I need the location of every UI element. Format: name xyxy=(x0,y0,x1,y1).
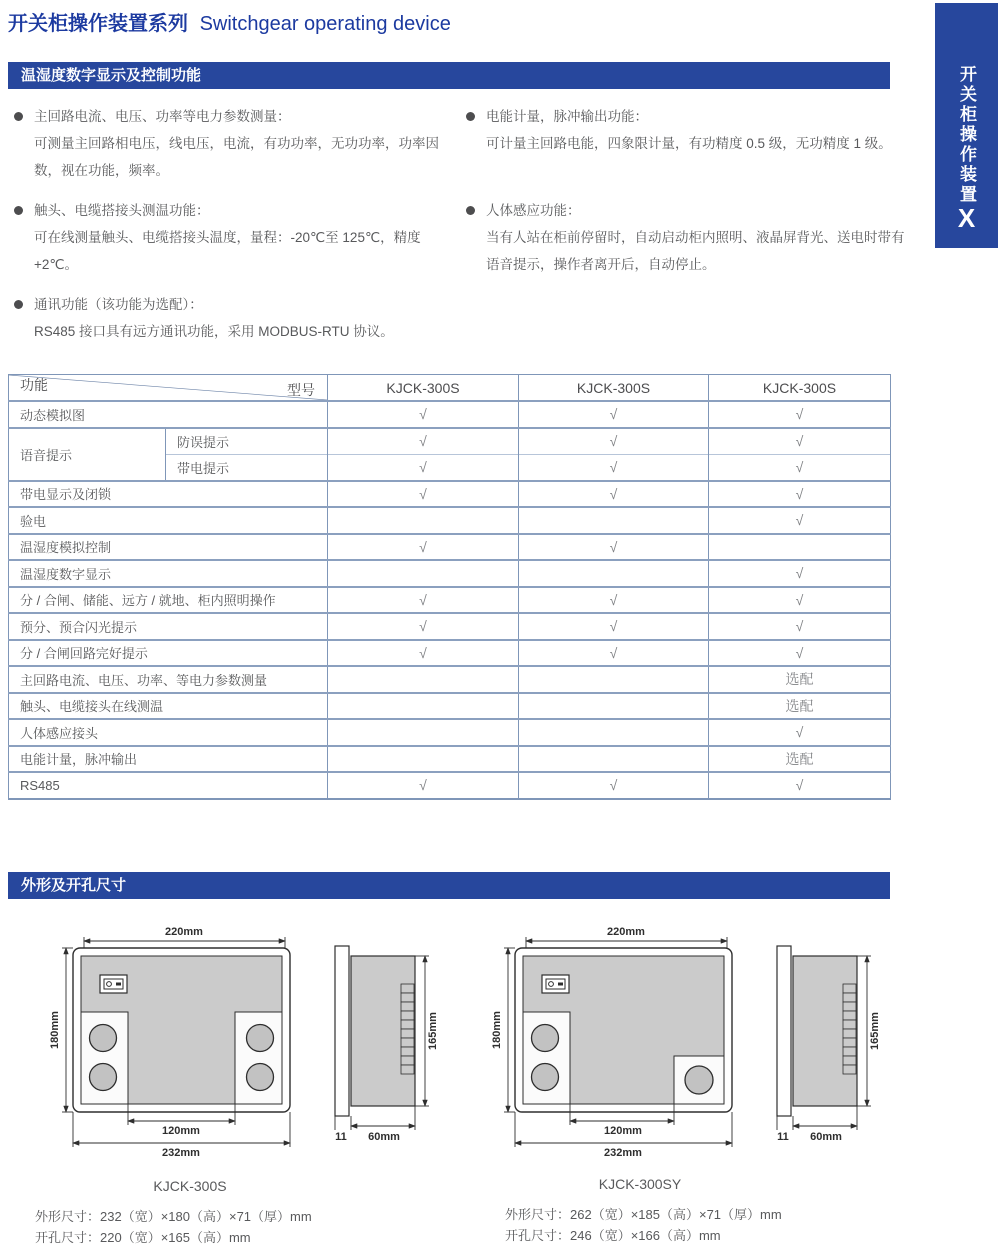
bullet-title: 主回路电流、电压、功率等电力参数测量： xyxy=(34,109,291,124)
feature-cell: √ xyxy=(709,428,891,455)
dim-label-depth: 60mm xyxy=(810,1131,842,1143)
feature-table-body xyxy=(9,375,891,799)
spec-block-kjck-300sy xyxy=(505,1204,782,1246)
table-row xyxy=(9,587,891,614)
mounting-hole-panel-left xyxy=(523,1012,570,1104)
drawing-caption: KJCK-300SY xyxy=(598,1176,682,1192)
feature-cell: √ xyxy=(709,401,891,428)
feature-cell: √ xyxy=(709,613,891,640)
row-label: 预分、预合闪光提示 xyxy=(9,613,328,640)
diagonal-line xyxy=(9,375,327,400)
corner-label-model: 型号 xyxy=(287,382,315,398)
cutout-size-line: 开孔尺寸：246（宽）×166（高）mm xyxy=(505,1228,721,1243)
feature-cell: √ xyxy=(328,613,519,640)
outline-size-line: 外形尺寸：262（宽）×185（高）×71（厚）mm xyxy=(505,1207,782,1222)
hole-icon xyxy=(532,1064,559,1091)
row-sub-label: 带电提示 xyxy=(166,454,328,481)
feature-cell: √ xyxy=(709,560,891,587)
mounting-hole-panel-right xyxy=(235,1012,282,1104)
feature-cell: √ xyxy=(519,534,709,561)
diagonal-header-cell xyxy=(9,375,328,402)
row-label: 带电显示及闭锁 xyxy=(9,481,328,508)
table-row xyxy=(9,401,891,428)
bullet-body: 可在线测量触头、电缆搭接头温度，量程：-20℃至 125℃，精度 +2℃。 xyxy=(34,230,421,272)
hole-icon xyxy=(90,1025,117,1052)
feature-cell: √ xyxy=(519,613,709,640)
feature-cell: 选配 xyxy=(709,746,891,773)
terminal-ribs xyxy=(843,984,856,1074)
table-row xyxy=(9,560,891,587)
hole-icon xyxy=(247,1025,274,1052)
front-view xyxy=(515,948,732,1112)
power-switch-icon xyxy=(542,975,569,993)
dim-label-outer-width: 232mm xyxy=(162,1147,200,1159)
feature-cell xyxy=(519,507,709,534)
feature-cell: √ xyxy=(328,772,519,799)
row-label: 主回路电流、电压、功率、等电力参数测量 xyxy=(9,666,328,693)
bullet-title: 通讯功能（该功能为选配）： xyxy=(34,297,203,312)
bullet-dot-icon xyxy=(466,206,475,215)
dim-label-height-left: 180mm xyxy=(491,1011,503,1049)
feature-cell xyxy=(328,560,519,587)
model-column-header: KJCK-300S xyxy=(519,375,709,402)
table-row xyxy=(9,746,891,773)
bullet-temp-measure xyxy=(8,197,460,278)
row-label: 温湿度数字显示 xyxy=(9,560,328,587)
terminal-ribs xyxy=(401,984,414,1074)
feature-cell: √ xyxy=(328,587,519,614)
bullet-title: 人体感应功能： xyxy=(486,203,581,218)
feature-cell: √ xyxy=(709,481,891,508)
dim-label-depth: 60mm xyxy=(368,1131,400,1143)
bullet-title: 触头、电缆搭接头测温功能： xyxy=(34,203,210,218)
dim-label-inner-width: 120mm xyxy=(604,1125,642,1137)
feature-cell xyxy=(519,746,709,773)
feature-cell: √ xyxy=(709,772,891,799)
row-label: 人体感应接头 xyxy=(9,719,328,746)
dimension-drawing-kjck-300sy xyxy=(472,918,892,1168)
row-group-label: 语音提示 xyxy=(9,428,166,481)
bullet-body: RS485 接口具有远方通讯功能，采用 MODBUS-RTU 协议。 xyxy=(34,324,394,339)
feature-cell: √ xyxy=(519,640,709,667)
bullet-human-sensor xyxy=(460,197,913,278)
feature-cell: √ xyxy=(709,640,891,667)
row-label: 分 / 合闸、储能、远方 / 就地、柜内照明操作 xyxy=(9,587,328,614)
feature-cell: √ xyxy=(328,640,519,667)
table-row xyxy=(9,534,891,561)
bullet-power-measure xyxy=(8,103,460,184)
dim-label-width-top: 220mm xyxy=(165,926,203,938)
feature-cell xyxy=(328,693,519,720)
dim-label-side-height: 165mm xyxy=(869,1012,881,1050)
bullet-communication xyxy=(8,291,460,345)
feature-model-table xyxy=(8,374,890,800)
page-title xyxy=(8,7,451,36)
table-row xyxy=(9,481,891,508)
feature-cell xyxy=(519,560,709,587)
chapter-tab-vertical-text: 开关柜操作装置 xyxy=(957,65,976,205)
bullet-energy-meter xyxy=(460,103,913,157)
chapter-index-letter: X xyxy=(957,203,976,233)
drawing-caption: KJCK-300S xyxy=(153,1178,227,1194)
bullet-title: 电能计量，脉冲输出功能： xyxy=(486,109,648,124)
dim-label-flange: 11 xyxy=(335,1131,347,1143)
feature-cell xyxy=(328,507,519,534)
bullet-dot-icon xyxy=(14,300,23,309)
feature-cell xyxy=(328,719,519,746)
side-view xyxy=(777,946,857,1116)
feature-cell: √ xyxy=(519,481,709,508)
hole-icon xyxy=(90,1064,117,1091)
table-row xyxy=(9,719,891,746)
row-sub-label: 防误提示 xyxy=(166,428,328,455)
row-label: 分 / 合闸回路完好提示 xyxy=(9,640,328,667)
bullet-dot-icon xyxy=(14,206,23,215)
feature-cell xyxy=(519,719,709,746)
feature-cell: √ xyxy=(328,481,519,508)
table-row xyxy=(9,666,891,693)
feature-cell: 选配 xyxy=(709,666,891,693)
hole-icon xyxy=(532,1025,559,1052)
feature-cell: √ xyxy=(519,587,709,614)
bullet-dot-icon xyxy=(466,112,475,121)
row-label: 验电 xyxy=(9,507,328,534)
feature-cell xyxy=(328,746,519,773)
row-label: 触头、电缆接头在线测温 xyxy=(9,693,328,720)
model-column-header: KJCK-300S xyxy=(709,375,891,402)
row-label: RS485 xyxy=(9,772,328,799)
feature-cell: √ xyxy=(709,587,891,614)
front-view xyxy=(73,948,290,1112)
chapter-tab xyxy=(935,3,998,248)
feature-cell xyxy=(519,693,709,720)
mounting-hole-panel-left xyxy=(81,1012,128,1104)
outline-size-line: 外形尺寸：232（宽）×180（高）×71（厚）mm xyxy=(35,1209,312,1224)
dim-label-outer-width: 232mm xyxy=(604,1147,642,1159)
feature-cell: 选配 xyxy=(709,693,891,720)
section-header-functions: 温湿度数字显示及控制功能 xyxy=(8,62,890,89)
section-header-dimensions: 外形及开孔尺寸 xyxy=(8,872,890,899)
row-label: 电能计量，脉冲输出 xyxy=(9,746,328,773)
dim-label-side-height: 165mm xyxy=(427,1012,439,1050)
dim-label-inner-width: 120mm xyxy=(162,1125,200,1137)
hole-icon xyxy=(685,1066,713,1094)
feature-cell: √ xyxy=(709,507,891,534)
hole-icon xyxy=(247,1064,274,1091)
dimension-drawing-kjck-300s xyxy=(30,918,450,1168)
power-switch-icon xyxy=(100,975,127,993)
bullet-body: 可测量主回路相电压，线电压，电流，有功功率，无功功率，功率因数，视在功能，频率。 xyxy=(34,136,439,178)
table-row xyxy=(9,613,891,640)
cutout-size-line: 开孔尺寸：220（宽）×165（高）mm xyxy=(35,1230,251,1245)
feature-cell xyxy=(328,666,519,693)
table-row xyxy=(9,772,891,799)
feature-cell xyxy=(709,534,891,561)
model-column-header: KJCK-300S xyxy=(328,375,519,402)
feature-cell: √ xyxy=(709,454,891,481)
feature-cell: √ xyxy=(519,454,709,481)
feature-cell: √ xyxy=(328,428,519,455)
feature-bullet-list xyxy=(8,103,913,358)
table-row xyxy=(9,640,891,667)
bullet-body: 当有人站在柜前停留时，自动启动柜内照明、液晶屏背光、送电时带有语音提示，操作者离开后，自动停止。 xyxy=(486,230,905,272)
feature-cell: √ xyxy=(328,454,519,481)
feature-cell: √ xyxy=(709,719,891,746)
page-title-en: Switchgear operating device xyxy=(199,13,451,35)
dim-label-height-left: 180mm xyxy=(49,1011,61,1049)
feature-cell: √ xyxy=(519,428,709,455)
corner-label-function: 功能 xyxy=(20,377,48,393)
feature-cell: √ xyxy=(328,534,519,561)
feature-cell: √ xyxy=(519,401,709,428)
row-label: 动态模拟图 xyxy=(9,401,328,428)
table-row xyxy=(9,428,891,455)
feature-cell: √ xyxy=(519,772,709,799)
table-row xyxy=(9,507,891,534)
side-view xyxy=(335,946,415,1116)
feature-cell xyxy=(519,666,709,693)
table-row xyxy=(9,693,891,720)
mounting-hole-panel-right xyxy=(674,1056,724,1104)
row-label: 温湿度模拟控制 xyxy=(9,534,328,561)
dim-label-width-top: 220mm xyxy=(607,926,645,938)
bullet-body: 可计量主回路电能，四象限计量，有功精度 0.5 级，无功精度 1 级。 xyxy=(486,136,892,151)
feature-cell: √ xyxy=(328,401,519,428)
page-title-zh: 开关柜操作装置系列 xyxy=(8,13,188,35)
dim-label-flange: 11 xyxy=(777,1131,789,1143)
table-header-row xyxy=(9,375,891,402)
bullet-dot-icon xyxy=(14,112,23,121)
